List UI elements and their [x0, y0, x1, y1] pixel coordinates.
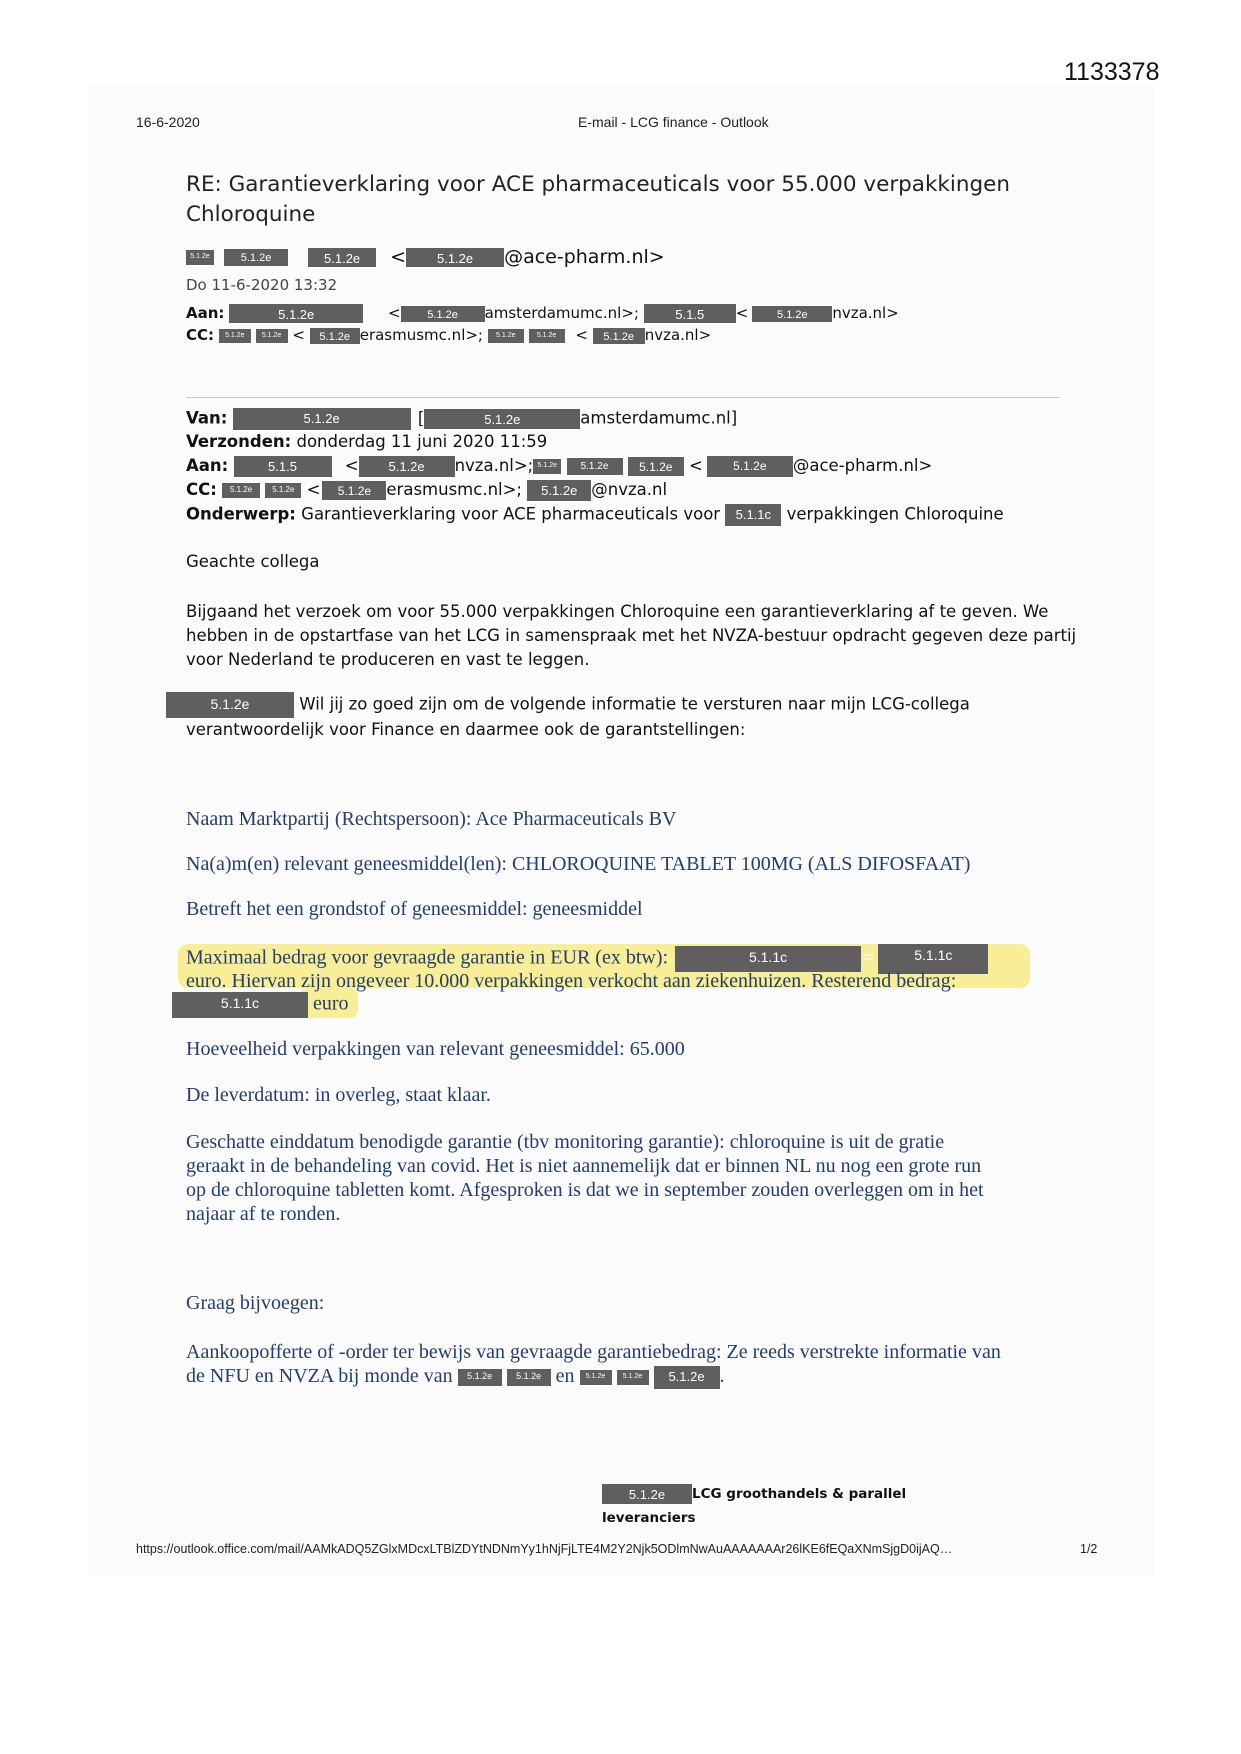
redaction-box: 5.1.2e: [458, 1369, 502, 1386]
info-betreft: Betreft het een grondstof of geneesmiddel: geneesmiddel: [186, 898, 643, 920]
divider: [186, 397, 1060, 398]
redaction-box: 5.1.2e: [533, 459, 561, 474]
forward-sent: Verzonden: donderdag 11 juni 2020 11:59: [186, 432, 548, 451]
redaction-box: 5.1.2e: [256, 329, 288, 343]
redaction-box: 5.1.2e: [752, 306, 832, 322]
signature: 5.1.2e LCG groothandels & parallel leveranciers: [602, 1486, 907, 1526]
info-max-line1: Maximaal bedrag voor gevraagde garantie in EUR (ex btw): 5.1.1c = 5.1.1c: [186, 944, 988, 974]
redaction-box: 5.1.2e: [308, 248, 376, 267]
info-leverdatum: De leverdatum: in overleg, staat klaar.: [186, 1084, 491, 1106]
redaction-box: 5.1.2e: [617, 1370, 649, 1385]
body-paragraph-2: 5.1.2e Wil jij zo goed zijn om de volgende informatie te versturen naar mijn LCG-collega verantwoordelijk voor Finance en daarmee ook de garantstellingen:: [166, 692, 970, 742]
redaction-box: 5.1.1c: [878, 944, 988, 974]
redaction-box: 5.1.5: [234, 456, 332, 477]
forward-from: Van: 5.1.2e [ 5.1.2e amsterdamumc.nl]: [186, 408, 737, 430]
sender-line: 5.1.2e 5.1.2e 5.1.2e < 5.1.2e @ace-pharm.nl>: [186, 246, 665, 268]
info-bijvoegen: Graag bijvoegen:: [186, 1292, 325, 1314]
redaction-box: 5.1.2e: [310, 328, 360, 344]
greeting: Geachte collega: [186, 552, 320, 571]
redaction-box: 5.1.2e: [529, 329, 565, 343]
footer-url: https://outlook.office.com/mail/AAMkADQ5ZGlxMDcxLTBlZDYtNDNmYy1hNjFjLTE4M2Y2Njk5ODlmNwAuAAAAAAAr26lKE6fEQaXNmSjgD0ijAQ…: [136, 1542, 953, 1556]
info-max-line3: 5.1.1c euro: [172, 992, 349, 1018]
redaction-box: 5.1.5: [644, 304, 736, 323]
print-date: 16-6-2020: [136, 114, 200, 130]
redaction-box: 5.1.2e: [593, 328, 645, 344]
redaction-box: 5.1.2e: [224, 249, 288, 266]
cc-line: CC: 5.1.2e 5.1.2e < 5.1.2e erasmusmc.nl>; 5.1.2e 5.1.2e < 5.1.2e nvza.nl>: [186, 326, 712, 344]
print-title: E-mail - LCG finance - Outlook: [578, 114, 769, 130]
forward-subject: Onderwerp: Garantieverklaring voor ACE pharmaceuticals voor 5.1.1c verpakkingen Chloroquine: [186, 504, 1004, 526]
redaction-box: 5.1.2e: [265, 483, 301, 498]
redaction-box: 5.1.2e: [229, 304, 363, 323]
redaction-box: 5.1.2e: [628, 457, 684, 476]
redaction-box: 5.1.2e: [222, 483, 260, 498]
email-subject-line2: Chloroquine: [186, 202, 316, 227]
email-subject: [186, 170, 1010, 230]
redaction-box: 5.1.2e: [602, 1484, 692, 1504]
redaction-box: 5.1.2e: [219, 329, 251, 343]
redaction-box: 5.1.2e: [322, 481, 386, 500]
redaction-box: 5.1.2e: [567, 458, 623, 475]
sender-domain: @ace-pharm.nl>: [504, 246, 665, 268]
redaction-box: 5.1.2e: [654, 1366, 720, 1389]
redaction-box: 5.1.2e: [580, 1370, 612, 1385]
redaction-box: 5.1.1c: [675, 946, 861, 972]
redaction-box: 5.1.2e: [186, 250, 214, 265]
body-paragraph-1: Bijgaand het verzoek om voor 55.000 verpakkingen Chloroquine een garantieverklaring af te geven. We hebben in de opstartfase van het LCG in samenspraak met het NVZA-bestuur opdracht gegeven deze partij voor Nederland te produceren en vast te leggen.: [186, 602, 1077, 669]
info-naam: Naam Marktpartij (Rechtspersoon): Ace Pharmaceuticals BV: [186, 808, 677, 830]
info-aankoop: Aankoopofferte of -order ter bewijs van gevraagde garantiebedrag: Ze reeds verstrekte informatie van de NFU en NVZA bij monde van 5.1.2e 5.1.2e en 5.1.2e 5.1.2e 5.1.2e .: [186, 1341, 1001, 1387]
redaction-box: 5.1.2e: [507, 1369, 551, 1386]
redaction-box: 5.1.2e: [707, 456, 793, 477]
footer-page: 1/2: [1080, 1542, 1098, 1556]
forward-to: Aan: 5.1.5 < 5.1.2e nvza.nl>; 5.1.2e 5.1.2e 5.1.2e < 5.1.2e @ace-pharm.nl>: [186, 456, 933, 475]
info-max-line2: euro. Hiervan zijn ongeveer 10.000 verpakkingen verkocht aan ziekenhuizen. Resterend bedrag:: [186, 970, 957, 992]
redaction-box: 5.1.2e: [233, 408, 411, 430]
redaction-box: 5.1.2e: [406, 248, 504, 267]
redaction-box: 5.1.2e: [488, 329, 524, 343]
redaction-box: 5.1.2e: [359, 456, 455, 477]
info-hoeveelheid: Hoeveelheid verpakkingen van relevant geneesmiddel: 65.000: [186, 1038, 685, 1060]
email-subject-line1: RE: Garantieverklaring voor ACE pharmaceuticals voor 55.000 verpakkingen: [186, 172, 1010, 197]
redaction-box: 5.1.1c: [172, 992, 308, 1018]
to-line: Aan: 5.1.2e < 5.1.2e amsterdamumc.nl>; 5.1.5 < 5.1.2e nvza.nl>: [186, 304, 899, 322]
info-einddatum: Geschatte einddatum benodigde garantie (tbv monitoring garantie): chloroquine is uit de gratie geraakt in de behandeling van covid. Het is niet aannemelijk dat er binnen NL nu nog een grote run op de chloroquine tabletten komt. Afgesproken is dat we in september zouden overleggen om in het najaar af te ronden.: [186, 1131, 984, 1225]
redaction-box: 5.1.2e: [527, 480, 591, 501]
redaction-box: 5.1.2e: [424, 409, 580, 429]
redaction-box: 5.1.2e: [401, 306, 485, 322]
forward-cc: CC: 5.1.2e 5.1.2e < 5.1.2e erasmusmc.nl>; 5.1.2e @nvza.nl: [186, 480, 668, 499]
document-number: 1133378: [1064, 58, 1160, 86]
info-geneesmiddel: Na(a)m(en) relevant geneesmiddel(len): CHLOROQUINE TABLET 100MG (ALS DIFOSFAAT): [186, 853, 971, 875]
sent-date: Do 11-6-2020 13:32: [186, 276, 338, 294]
redaction-box: 5.1.2e: [166, 692, 294, 718]
redaction-box: 5.1.1c: [725, 504, 781, 526]
